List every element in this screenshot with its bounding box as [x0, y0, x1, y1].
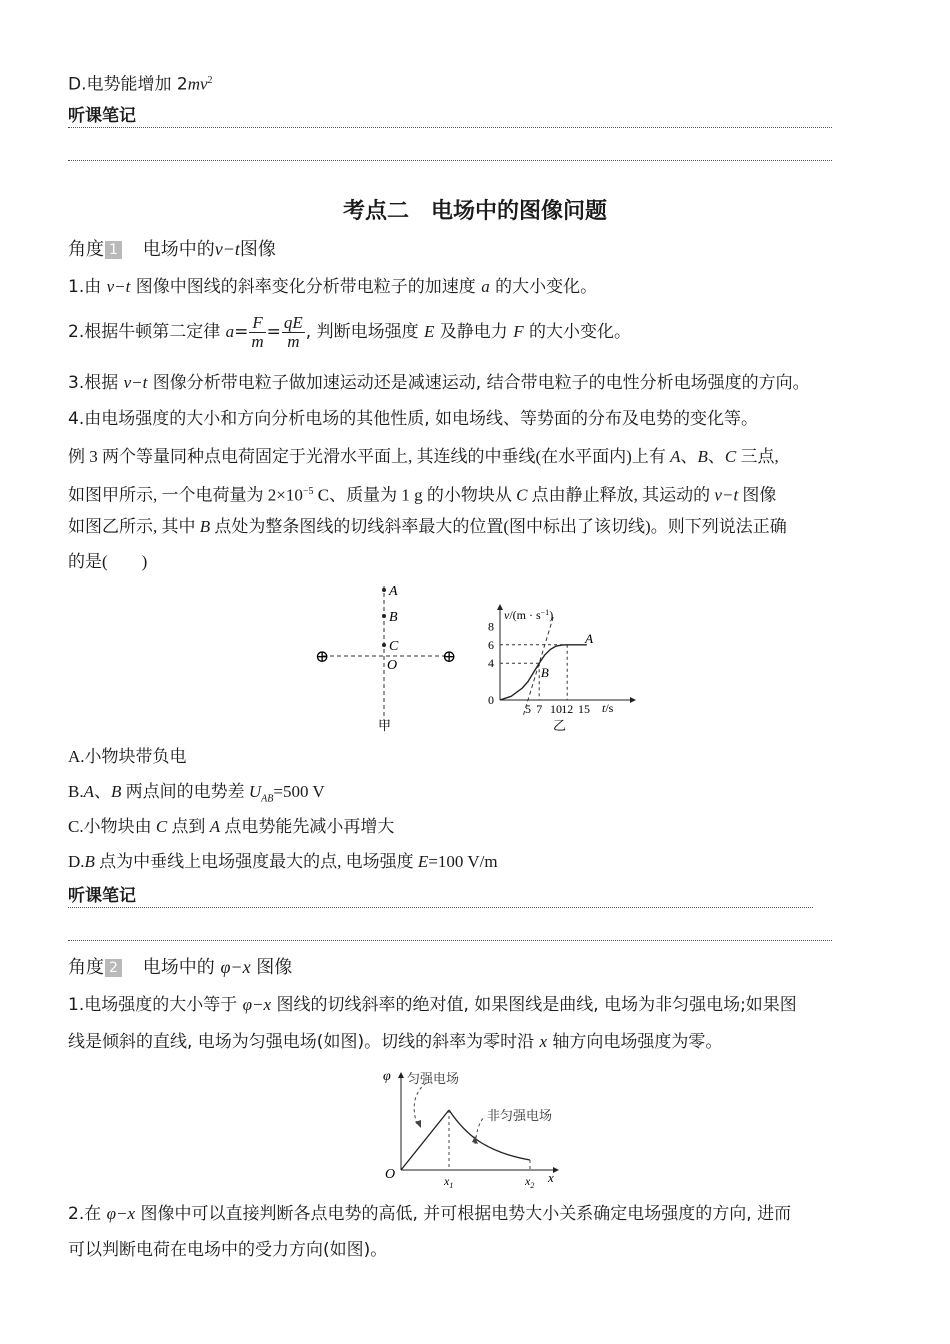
phi-label: φ	[383, 1069, 391, 1084]
charge-right: ⊕	[442, 647, 457, 666]
example3-line3: 如图乙所示, 其中 B 点处为整条图线的切线斜率最大的位置(图中标出了该切线)。则下列说法正确	[68, 517, 787, 536]
angle2-badge: 2	[105, 959, 122, 977]
angle2-point2-line1: 2.在 φ−x 图像中可以直接判断各点电势的高低, 并可根据电势大小关系确定电场强度的方向, 进而	[68, 1204, 792, 1224]
nonuniform-field-label: 非匀强电场	[487, 1108, 553, 1123]
option-b: B.A、B 两点间的电势差 $U_{AB}=500$ V	[68, 782, 325, 805]
uniform-field-label: 匀强电场	[407, 1071, 460, 1086]
angle1-badge: 1	[105, 241, 122, 259]
label-a: A	[389, 584, 398, 599]
figure-jia	[305, 578, 475, 738]
angle1-point4: 4.由电场强度的大小和方向分析电场的其他性质, 如电场线、等势面的分布及电势的变化等。	[68, 409, 759, 429]
figure-yi-vt-chart	[480, 600, 640, 736]
notes-line-1a	[68, 127, 832, 128]
notes-label-2: 听课笔记	[68, 886, 136, 906]
velocity-curve	[500, 645, 567, 700]
y-tick-4: 4	[488, 656, 494, 671]
x-axis-arrow	[630, 697, 636, 703]
angle2-point1-line1: 1.电场强度的大小等于 φ−x 图线的切线斜率的绝对值, 如果图线是曲线, 电场为非匀强电场;如果图	[68, 995, 797, 1015]
label-o: O	[387, 658, 398, 673]
x-tick-10: 10	[550, 702, 562, 716]
angle2-point2-line2: 可以判断电荷在电场中的受力方向(如图)。	[68, 1240, 388, 1260]
origin-label: O	[385, 1167, 396, 1182]
curve-label-a: A	[585, 630, 594, 646]
y-tick-6: 6	[488, 637, 494, 652]
notes-line-1b	[68, 160, 832, 161]
x2-label: $x_2$	[525, 1174, 535, 1190]
notes-line-2a	[68, 907, 813, 908]
x-axis-label: t/s	[602, 701, 614, 715]
angle1-point1: 1.由 v−t 图像中图线的斜率变化分析带电粒子的加速度 a 的大小变化。	[68, 277, 598, 297]
angle2-point1-line2: 线是倾斜的直线, 电场为匀强电场(如图)。切线的斜率为零时沿 x 轴方向电场强度为零。	[68, 1032, 723, 1052]
angle2-heading: 角度 2 电场中的 φ−x 图像	[68, 957, 293, 978]
caption-yi: 乙	[553, 718, 567, 733]
point-a-dot	[382, 588, 386, 592]
x-tick-5: 5	[525, 702, 531, 716]
option-a: A.小物块带负电	[68, 747, 187, 766]
y-axis-arrow	[497, 604, 503, 610]
example3-line4: 的是( )	[68, 552, 148, 571]
fraction-f-over-m: $\frac{F}{m}$	[251, 312, 264, 351]
x-tick-7: 7	[536, 702, 543, 716]
uniform-field-line	[401, 1110, 449, 1170]
figure-phi-x	[375, 1064, 575, 1192]
angle1-heading: 角度 1 电场中的v−t图像	[68, 239, 276, 260]
option-d: D.B 点为中垂线上电场强度最大的点, 电场强度 E=100 V/m	[68, 852, 498, 871]
prev-option-d: D.电势能增加 $2mv^2$	[68, 74, 213, 95]
caption-jia: 甲	[378, 718, 392, 733]
x1-label: $x_1$	[444, 1174, 454, 1190]
point-b-dot	[382, 614, 386, 618]
option-c: C.小物块由 C 点到 A 点电势能先减小再增大	[68, 817, 395, 836]
x-label: x	[548, 1170, 554, 1185]
y-tick-0: 0	[488, 693, 494, 707]
label-b: B	[389, 610, 398, 625]
example3-line1: 例 3 两个等量同种点电荷固定于光滑水平面上, 其连线的中垂线(在水平面内)上有 A、B、C 三点,	[68, 447, 779, 466]
notes-line-2b	[68, 940, 832, 941]
fraction-qe-over-m: $\frac{qE}{m}$	[283, 312, 303, 351]
x-tick-15: 15	[578, 702, 590, 716]
label-c: C	[389, 639, 399, 654]
y-axis-label: $v/(m \cdot s^{-1})$	[504, 608, 554, 622]
point-c-dot	[382, 643, 386, 647]
section-title: 考点二 电场中的图像问题	[342, 199, 607, 224]
angle1-point2: 2.根据牛顿第二定律 a= $\frac{F}{m}$ = $\frac{qE}{m}$ , 判断电场强度 E 及静电力 F 的大小变化。	[68, 312, 632, 351]
charge-left: ⊕	[315, 647, 330, 666]
curve-label-b: B	[540, 665, 549, 681]
x-tick-12: 12	[561, 702, 574, 716]
example3-line2: 如图甲所示, 一个电荷量为 $2\times 10^{-5}$ C、质量为 1 g 的小物块从 C 点由静止释放, 其运动的 v−t 图像	[68, 485, 777, 505]
angle1-point3: 3.根据 v−t 图像分析带电粒子做加速运动还是减速运动, 结合带电粒子的电性分析电场强度的方向。	[68, 373, 810, 393]
notes-label-1: 听课笔记	[68, 106, 136, 126]
y-tick-8: 8	[488, 619, 494, 634]
